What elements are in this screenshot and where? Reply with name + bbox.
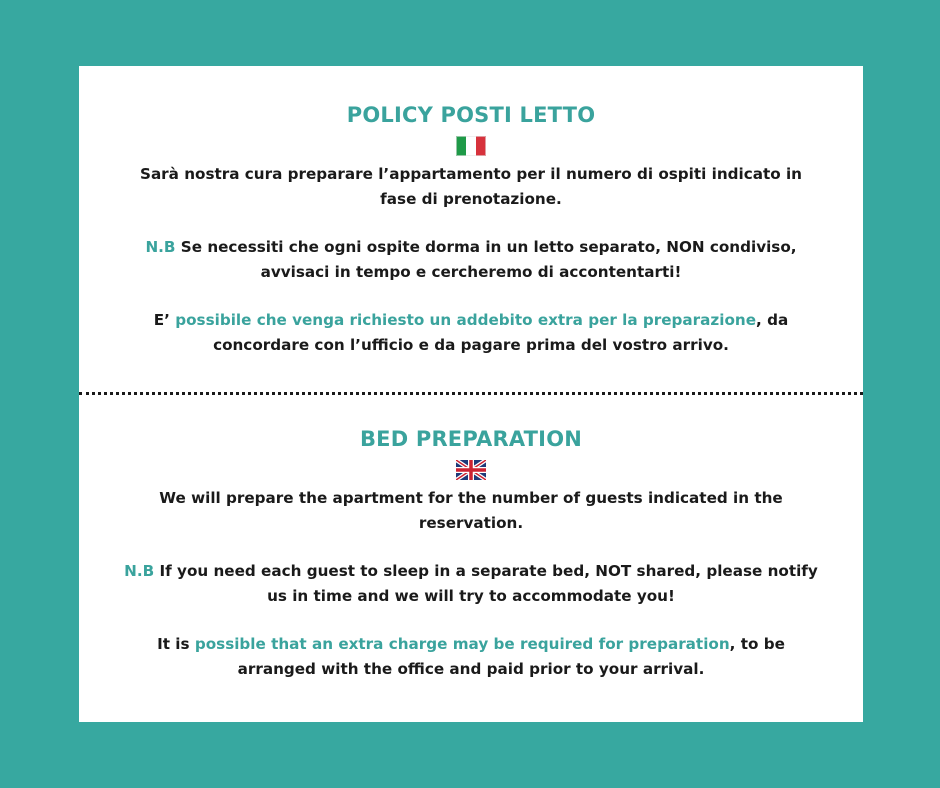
english-p3-before: It is xyxy=(157,635,195,653)
english-nb-label: N.B xyxy=(124,562,155,580)
italian-paragraph-3 xyxy=(121,308,821,357)
english-paragraph-3 xyxy=(121,632,821,681)
italian-p3-after: , da concordare con l’ufficio e da pagare prima del vostro arrivo. xyxy=(213,311,789,354)
english-paragraph-1: We will prepare the apartment for the number of guests indicated in the reservation. xyxy=(159,489,783,532)
english-extra-charge-highlight: possible that an extra charge may be required for preparation xyxy=(194,635,730,653)
policy-card xyxy=(79,66,863,722)
italian-title: POLICY POSTI LETTO xyxy=(346,103,596,127)
italian-paragraph-2 xyxy=(121,235,821,284)
english-title: BED PREPARATION xyxy=(359,427,583,451)
english-section xyxy=(79,396,863,681)
uk-flag-icon xyxy=(456,460,486,480)
italian-p3-before: E’ xyxy=(153,311,176,329)
english-p3-after: , to be arranged with the office and paid prior to your arrival. xyxy=(237,635,785,678)
italian-nb-text: Se necessiti che ogni ospite dorma in un letto separato, NON condiviso, avvisaci in tempo e cercheremo di accontentarti! xyxy=(175,238,797,281)
italian-section xyxy=(79,66,863,357)
english-paragraph-2 xyxy=(121,559,821,608)
english-nb-text: If you need each guest to sleep in a separate bed, NOT shared, please notify us in time and we will try to accommodate you! xyxy=(154,562,818,605)
section-divider xyxy=(79,392,863,395)
italy-flag-icon xyxy=(456,136,486,156)
italian-nb-label: N.B xyxy=(145,238,176,256)
italian-paragraph-1: Sarà nostra cura preparare l’appartamento per il numero di ospiti indicato in fase di prenotazione. xyxy=(140,165,802,208)
italian-extra-charge-highlight: possibile che venga richiesto un addebito extra per la preparazione xyxy=(175,311,757,329)
